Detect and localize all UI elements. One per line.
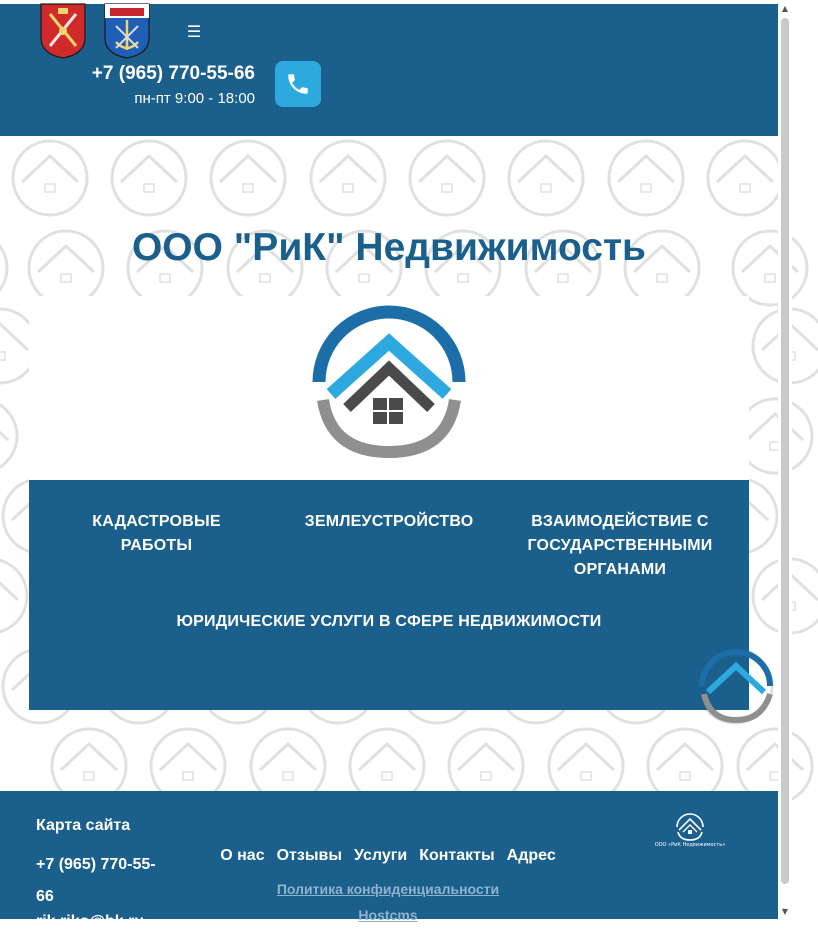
pattern-house-icon: [509, 141, 583, 215]
footer-nav: [200, 847, 576, 865]
footer-logo[interactable]: [645, 811, 735, 853]
pattern-house-icon: [13, 141, 87, 215]
header-phone[interactable]: +7 (965) 770-55-66: [91, 63, 255, 84]
pattern-house-icon: [708, 141, 782, 215]
saint-petersburg-emblem-icon[interactable]: [40, 4, 86, 58]
service-cadastral-works[interactable]: КАДАСТРОВЫЕ РАБОТЫ: [92, 513, 221, 554]
services-panel: [29, 480, 749, 710]
vertical-scrollbar[interactable]: [778, 0, 792, 919]
call-button[interactable]: [275, 61, 321, 107]
footer-email[interactable]: rik.riko@bk.ru: [36, 913, 145, 930]
footer-logo-text: ООО «РиК Недвижимость»: [654, 842, 726, 848]
service-land-management[interactable]: ЗЕМЛЕУСТРОЙСТВО: [304, 513, 474, 530]
pattern-house-icon: [211, 141, 285, 215]
pattern-house-icon: [738, 399, 812, 473]
side-logo-fragment: [698, 648, 778, 724]
pattern-house-icon: [0, 399, 17, 473]
footer-sitemap-link[interactable]: Карта сайта: [36, 817, 131, 834]
site-header: [0, 4, 778, 136]
pattern-house-icon: [410, 141, 484, 215]
pattern-house-icon: [0, 559, 27, 633]
hostcms-link[interactable]: Hostcms: [358, 907, 418, 923]
service-legal-real-estate[interactable]: ЮРИДИЧЕСКИЕ УСЛУГИ В СФЕРЕ НЕДВИЖИМОСТИ: [176, 613, 602, 630]
leningrad-oblast-emblem-icon[interactable]: [104, 4, 150, 58]
scroll-down-arrow-icon[interactable]: ▼: [781, 906, 789, 916]
phone-icon: [285, 71, 311, 97]
privacy-policy-link[interactable]: Политика конфиденциальности: [276, 881, 500, 897]
footer-house-logo-icon: [645, 811, 735, 843]
scroll-up-arrow-icon[interactable]: ▲: [781, 3, 789, 13]
footer-nav-reviews[interactable]: Отзывы: [276, 847, 343, 864]
footer-nav-about[interactable]: О нас: [220, 847, 265, 864]
house-logo-fragment-icon: [698, 648, 818, 724]
footer-nav-services[interactable]: Услуги: [354, 847, 408, 864]
menu-toggle-icon[interactable]: ☰: [186, 22, 202, 41]
scrollbar-thumb[interactable]: [781, 18, 789, 884]
service-government-interaction[interactable]: ВЗАИМОДЕЙСТВИЕ С ГОСУДАРСТВЕННЫМИ ОРГАНАМИ: [527, 513, 713, 578]
pattern-house-icon: [112, 141, 186, 215]
footer-policy-row: [0, 879, 776, 898]
header-hours: пн-пт 9:00 - 18:00: [134, 90, 255, 107]
footer-nav-contacts[interactable]: Контакты: [419, 847, 495, 864]
house-logo-icon: [309, 302, 469, 460]
footer-phone[interactable]: +7 (965) 770-55-66: [36, 856, 156, 905]
page-title: ООО "РиК" Недвижимость: [131, 226, 647, 269]
site-footer: [0, 791, 778, 930]
footer-nav-address[interactable]: Адрес: [506, 847, 556, 864]
pattern-house-icon: [311, 141, 385, 215]
pattern-house-icon: [609, 141, 683, 215]
